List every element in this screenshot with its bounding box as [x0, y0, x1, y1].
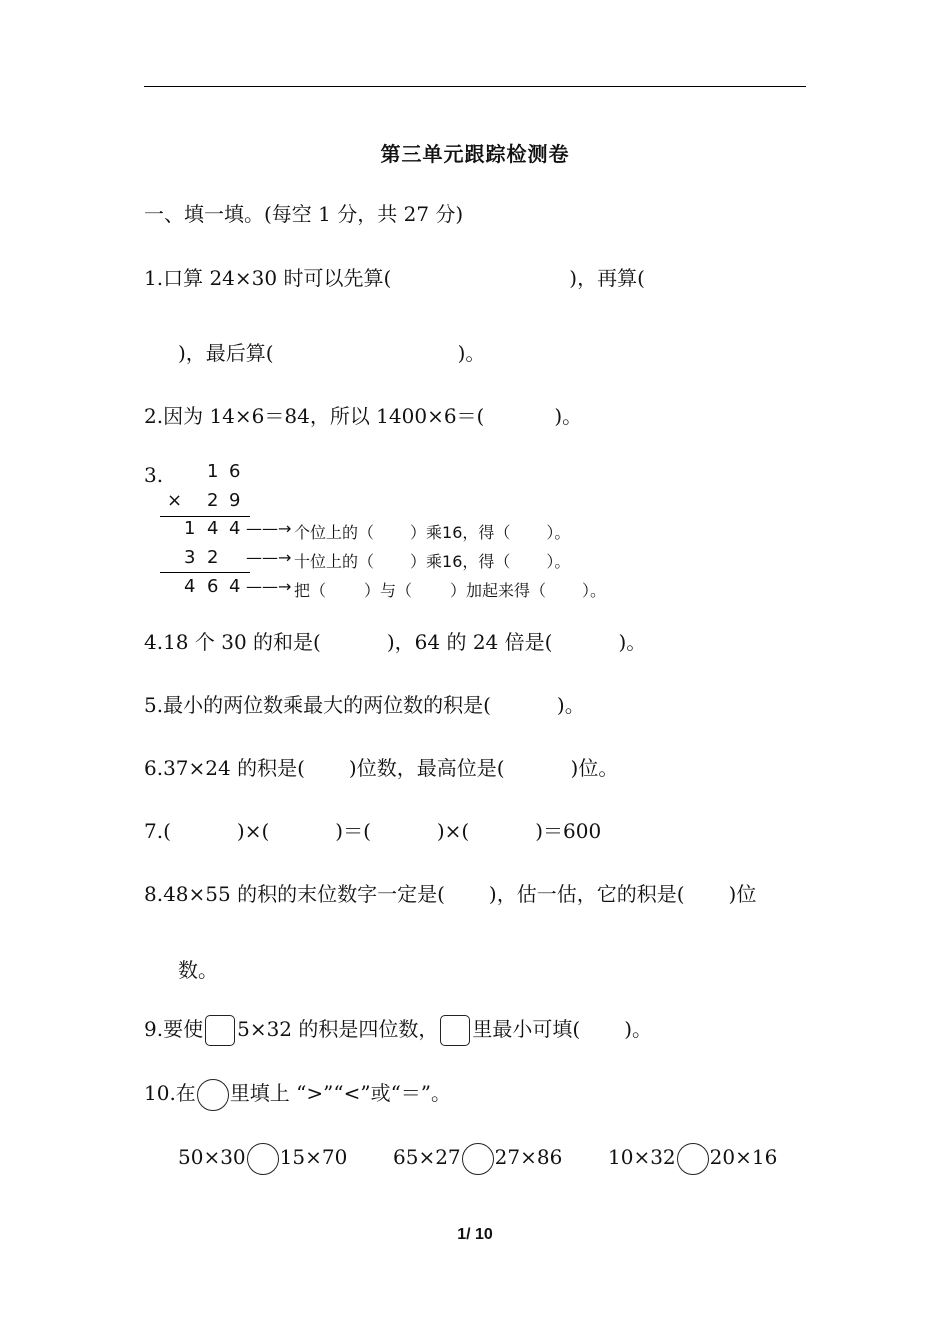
explanation-2: 十位上的（ ）乘16，得（ ）。	[294, 552, 571, 571]
q8-text-a: 8.48×55 的积的末位数字一定是(	[144, 882, 445, 906]
q4-text-a: 4.18 个 30 的和是(	[144, 630, 321, 654]
q8-text-c: )位	[728, 882, 757, 906]
expression-right: 15×70	[279, 1145, 348, 1169]
digit: 2	[207, 547, 219, 568]
question-4	[144, 626, 646, 655]
q7-text-b: )×(	[236, 819, 270, 843]
expression-right: 20×16	[709, 1145, 778, 1169]
question-6	[144, 752, 618, 781]
answer-box[interactable]	[205, 1015, 235, 1046]
q2-text-a: 2.因为 14×6＝84，所以 1400×6＝(	[144, 404, 485, 428]
q6-text-a: 6.37×24 的积是(	[144, 756, 305, 780]
arrow-icon: ——→	[246, 519, 292, 538]
q7-text-c: )＝(	[335, 819, 371, 843]
expression-left: 65×27	[393, 1145, 461, 1169]
q1-text-d: )。	[457, 341, 486, 365]
arrow-icon: ——→	[246, 548, 292, 567]
question-5	[144, 689, 585, 718]
digit: 4	[184, 576, 196, 597]
q10-text-a: 10.在	[144, 1081, 196, 1105]
digit: 1	[207, 461, 219, 482]
expression-right: 27×86	[494, 1145, 563, 1169]
digit: 9	[229, 490, 241, 511]
answer-box-legend	[440, 1015, 470, 1046]
question-1-line-1	[144, 262, 645, 291]
q10-text-b: 里填上 “>”“<”或“＝”。	[229, 1081, 452, 1105]
page-number: 1/ 10	[457, 1226, 493, 1243]
comparison-item-2	[393, 1140, 562, 1175]
explanation-1: 个位上的（ ）乘16，得（ ）。	[294, 523, 571, 542]
q6-text-c: )位。	[570, 756, 619, 780]
q4-text-c: )。	[618, 630, 647, 654]
explanation-3: 把（ ）与（ ）加起来得（ ）。	[294, 581, 607, 600]
question-7	[144, 815, 601, 844]
circle-legend	[197, 1079, 229, 1111]
question-3-number: 3.	[144, 463, 164, 487]
q2-text-b: )。	[554, 404, 583, 428]
compare-circle[interactable]	[462, 1143, 494, 1175]
question-8-line-2: 数。	[178, 958, 218, 982]
sum-line	[160, 572, 250, 573]
digit: 2	[207, 490, 219, 511]
q1-text-a: 1.口算 24×30 时可以先算(	[144, 266, 392, 290]
digit: 4	[229, 518, 241, 539]
section-heading: 一、填一填。(每空 1 分，共 27 分)	[144, 202, 464, 226]
arrow-icon: ——→	[246, 577, 292, 596]
q6-text-b: )位数，最高位是(	[348, 756, 505, 780]
q5-text-b: )。	[556, 693, 585, 717]
digit: 4	[229, 576, 241, 597]
sum-line	[160, 516, 250, 517]
expression-left: 10×32	[608, 1145, 676, 1169]
q9-text-c: 里最小可填(	[472, 1017, 581, 1041]
digit: 6	[207, 576, 219, 597]
expression-left: 50×30	[178, 1145, 246, 1169]
q7-text-e: )＝600	[535, 819, 602, 843]
question-9	[144, 1012, 652, 1046]
q8-text-b: )，估一估，它的积是(	[488, 882, 685, 906]
compare-circle[interactable]	[677, 1143, 709, 1175]
q7-text-a: 7.(	[144, 819, 171, 843]
compare-circle[interactable]	[247, 1143, 279, 1175]
q1-text-c: )，最后算(	[178, 341, 274, 365]
q5-text-a: 5.最小的两位数乘最大的两位数的积是(	[144, 693, 491, 717]
question-2	[144, 400, 582, 429]
digit: 4	[207, 518, 219, 539]
header-rule	[144, 86, 806, 87]
comparison-item-1	[178, 1140, 347, 1175]
digit: 1	[184, 518, 196, 539]
q9-text-d: )。	[624, 1017, 653, 1041]
q1-text-b: )，再算(	[569, 266, 645, 290]
page-title: 第三单元跟踪检测卷	[380, 142, 570, 166]
digit: 6	[229, 461, 241, 482]
question-10	[144, 1076, 451, 1111]
times-sign: ×	[167, 490, 183, 511]
comparison-item-3	[608, 1140, 777, 1175]
q7-text-d: )×(	[436, 819, 470, 843]
q4-text-b: )，64 的 24 倍是(	[386, 630, 553, 654]
q9-text-b: 5×32 的积是四位数，	[237, 1017, 439, 1041]
question-1-line-2	[178, 337, 485, 366]
q9-text-a: 9.要使	[144, 1017, 204, 1041]
question-8-line-1	[144, 878, 756, 907]
digit: 3	[184, 547, 196, 568]
